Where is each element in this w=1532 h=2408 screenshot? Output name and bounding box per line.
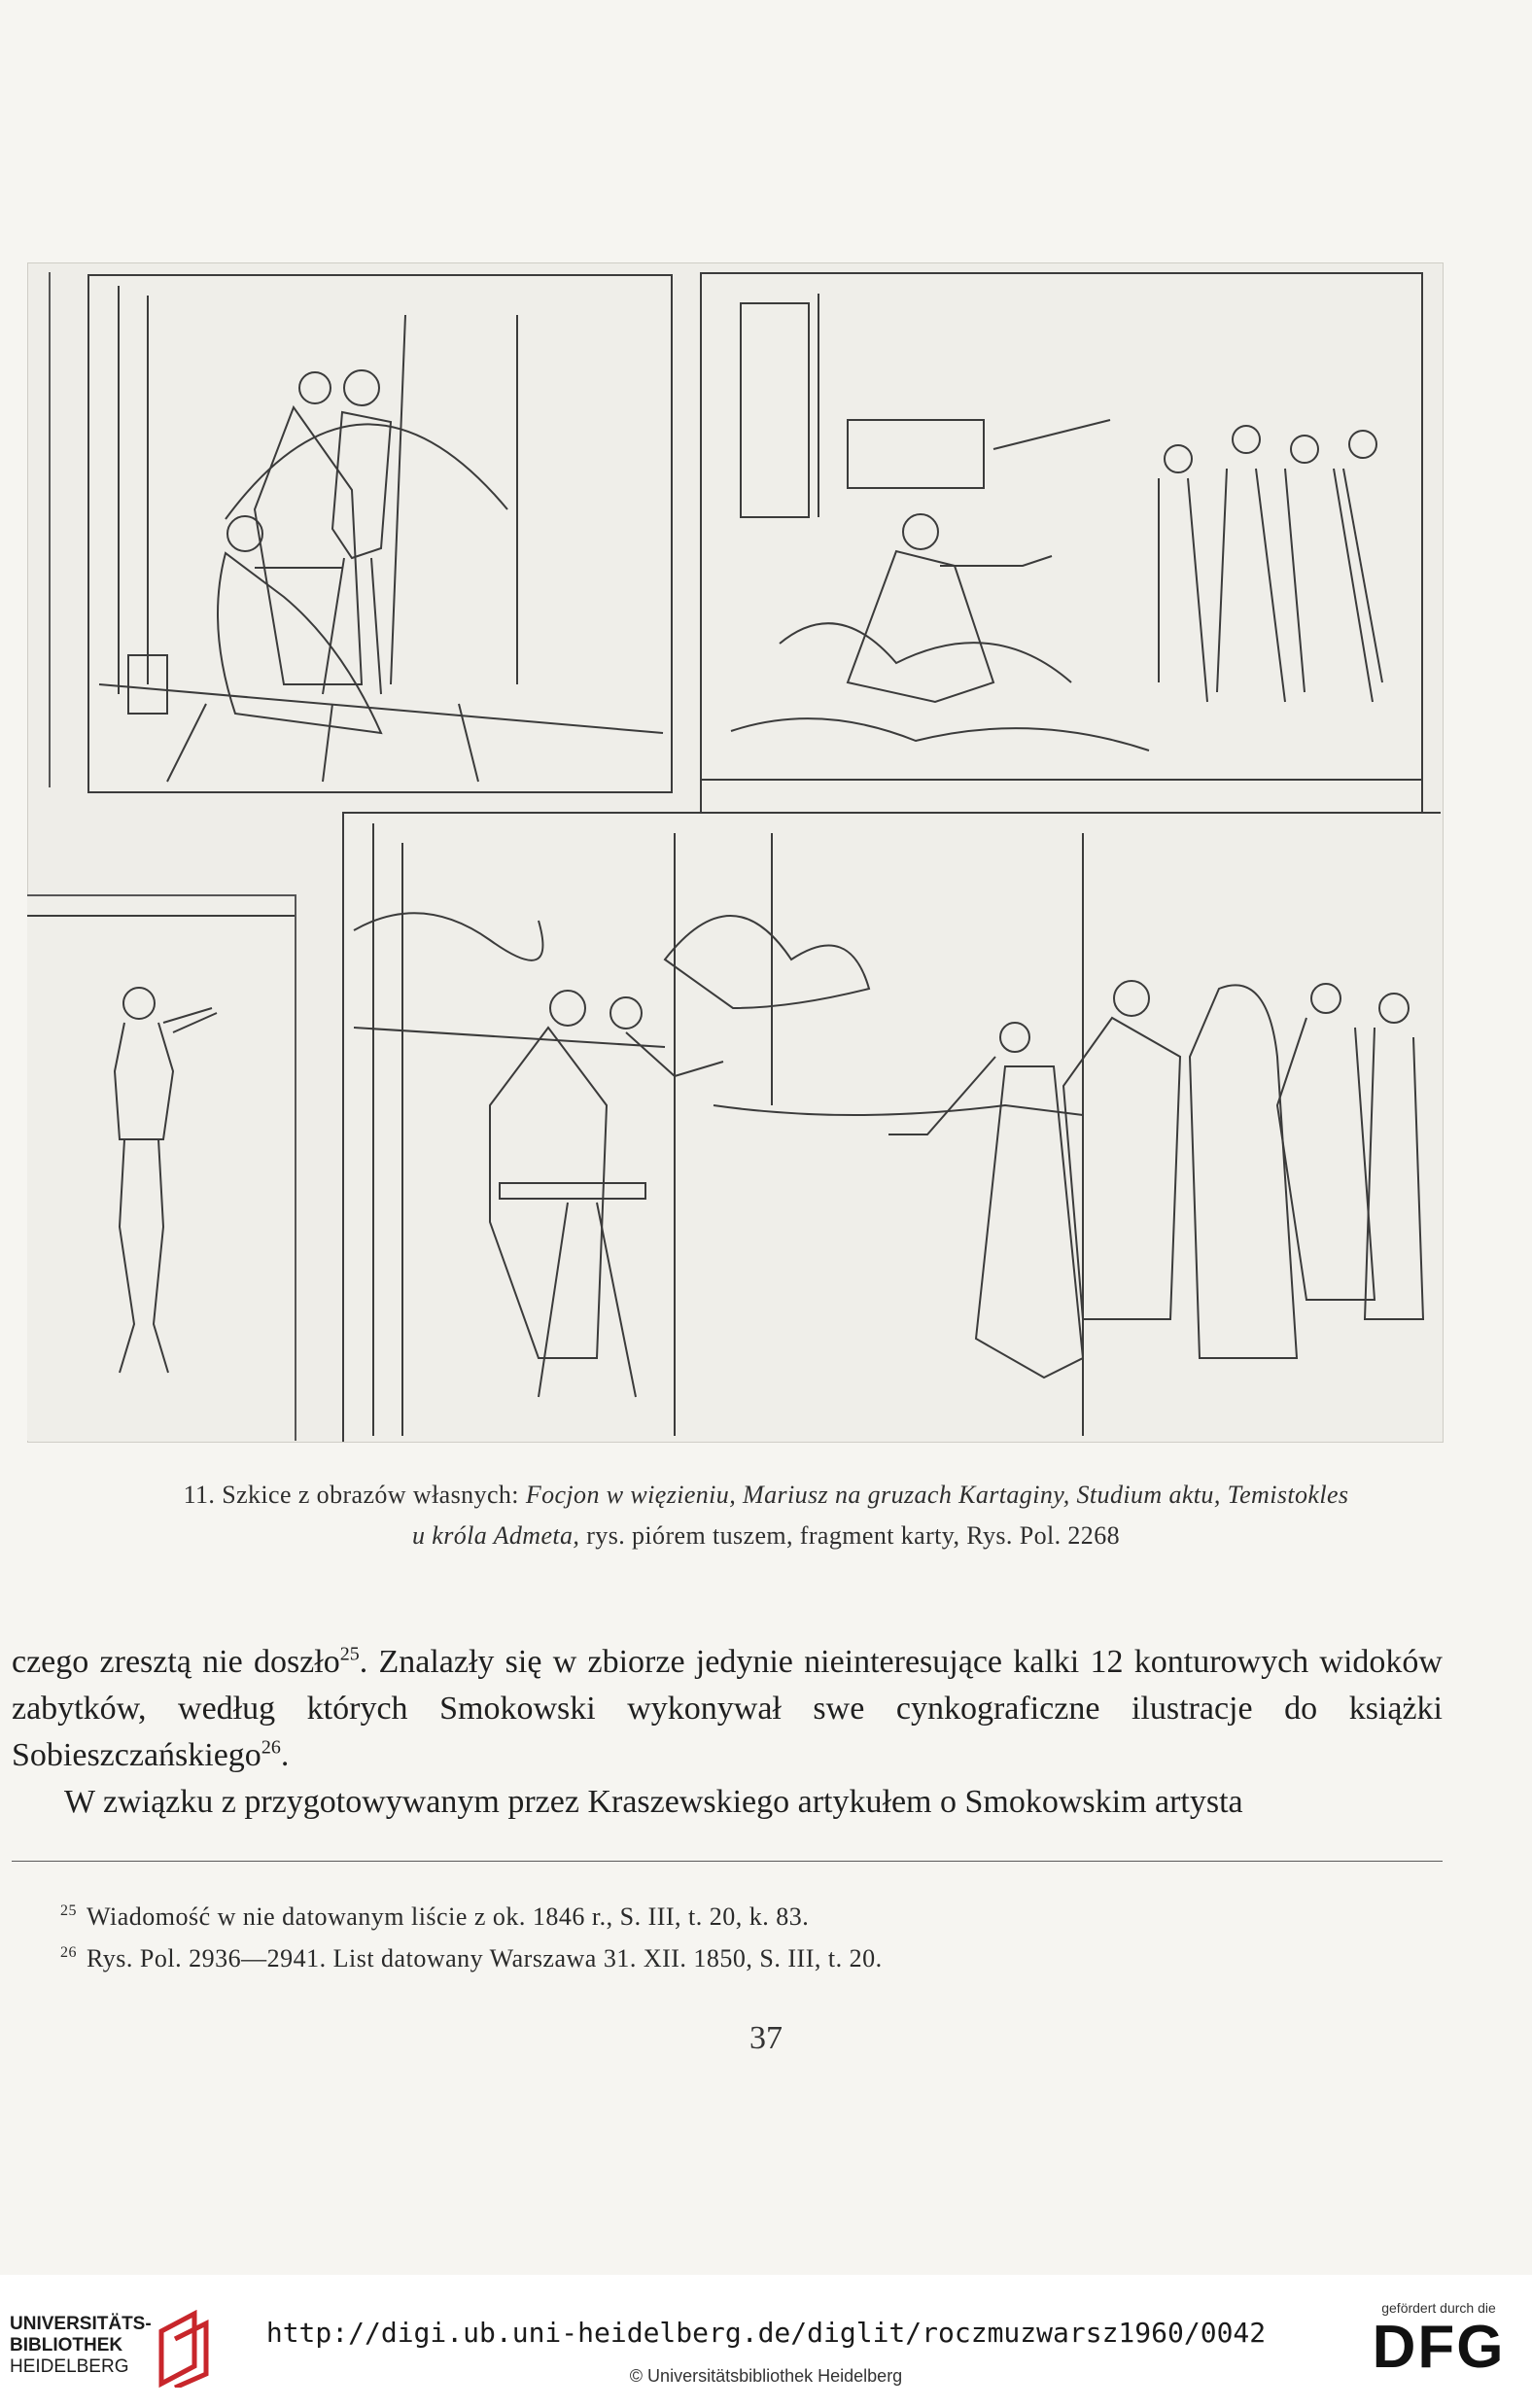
footnote-text: Wiadomość w nie datowanym liście z ok. 1846 r., S. III, t. 20, k. 83. (87, 1902, 810, 1931)
footnote (60, 1896, 1421, 1937)
copyright-notice: © Universitätsbibliothek Heidelberg (629, 2366, 903, 2386)
caption-titles: Focjon w więzieniu, Mariusz na gruzach Kartaginy, Studium aktu, Temistokles (525, 1481, 1349, 1509)
paragraph (12, 1639, 1443, 1779)
caption-line-2 (0, 1516, 1532, 1556)
funder-label: gefördert durch die (1381, 2300, 1496, 2316)
footnote-reference[interactable]: 25 (339, 1643, 360, 1665)
footnote-reference[interactable]: 26 (261, 1736, 281, 1759)
paragraph: W związku z przygotowywanym przez Kraszewskiego artykułem o Smokowskim artysta (64, 1784, 1243, 1820)
paragraph-text: . (280, 1737, 290, 1773)
library-name-line-3: HEIDELBERG (10, 2356, 129, 2377)
footnote-text: Rys. Pol. 2936—2941. List datowany Warszawa 31. XII. 1850, S. III, t. 20. (87, 1944, 883, 1972)
dfg-logo-icon: DFG (1372, 2314, 1506, 2381)
caption-line-1 (0, 1475, 1532, 1516)
footnote (60, 1937, 1421, 1979)
footnote-number: 26 (60, 1944, 77, 1962)
figure-caption (0, 1475, 1532, 1556)
paragraph-text: . Znalazły się w zbiorze jedynie nieinteresujące kalki 12 konturowych widoków zabytków, według których Smokowski wykonywał swe cynkograficzne ilustracje do książki Sobieszczańskiego (12, 1644, 1443, 1773)
sketch-marius-ruins-carthage (700, 272, 1423, 819)
footnote-divider (12, 1861, 1443, 1862)
permalink-url[interactable]: http://digi.ub.uni-heidelberg.de/diglit/roczmuzwarsz1960/0042 (265, 2317, 1267, 2349)
library-name-line-2: BIBLIOTHEK (10, 2335, 123, 2356)
sketch-phocion-in-prison (87, 274, 673, 793)
paragraph-text: czego zresztą nie doszło (12, 1644, 340, 1680)
page-number: 37 (749, 2020, 783, 2056)
funder-logo[interactable] (1356, 2300, 1521, 2380)
footnote-number: 25 (60, 1902, 77, 1920)
caption-lead: 11. Szkice z obrazów własnych: (183, 1481, 526, 1509)
sketch-themistocles-king-admetus (342, 812, 1441, 1442)
sketch-fragment-left-edge (27, 272, 51, 787)
footnotes (60, 1896, 1421, 1979)
library-name-line-1: UNIVERSITÄTS- (10, 2314, 152, 2334)
caption-details: rys. piórem tuszem, fragment karty, Rys. Pol. 2268 (579, 1521, 1120, 1550)
body-text (12, 1639, 1443, 1826)
sketch-nude-study (27, 894, 296, 1441)
caption-titles-continued: u króla Admeta, (412, 1521, 580, 1550)
